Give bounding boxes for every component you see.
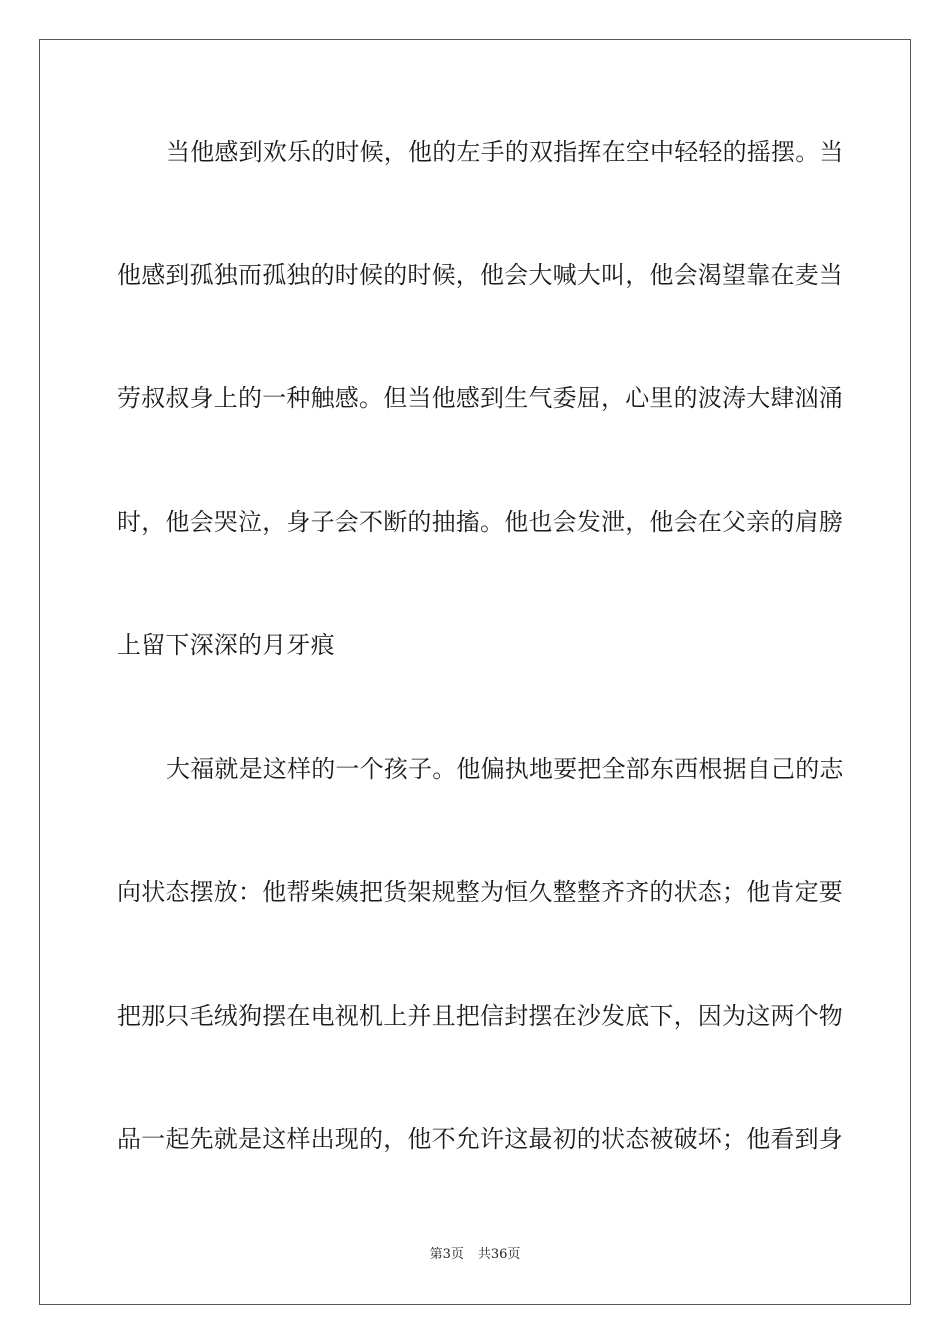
page-frame: [39, 39, 911, 1305]
paragraph-2-line-3: 把那只毛绒狗摆在电视机上并且把信封摆在沙发底下，因为这两个物: [117, 1002, 843, 1030]
paragraph-2-line-2: 向状态摆放：他帮柴姨把货架规整为恒久整整齐齐的状态；他肯定要: [117, 878, 843, 906]
paragraph-2-line-1: 大福就是这样的一个孩子。他偏执地要把全部东西根据自己的志: [166, 755, 844, 783]
paragraph-2-line-4: 品一起先就是这样出现的，他不允许这最初的状态被破坏；他看到身: [117, 1125, 843, 1153]
page-footer: [0, 1246, 950, 1264]
paragraph-1-line-4: 时，他会哭泣，身子会不断的抽搐。他也会发泄，他会在父亲的肩膀: [117, 508, 843, 536]
paragraph-1-line-1: 当他感到欢乐的时候，他的左手的双指挥在空中轻轻的摇摆。当: [166, 138, 844, 166]
paragraph-1-line-2: 他感到孤独而孤独的时候的时候，他会大喊大叫，他会渴望靠在麦当: [117, 261, 843, 289]
paragraph-1-line-5: 上留下深深的月牙痕: [117, 631, 335, 659]
page-number: 第3页: [429, 1247, 464, 1262]
paragraph-1-line-3: 劳叔叔身上的一种触感。但当他感到生气委屈，心里的波涛大肆汹涌: [117, 384, 843, 412]
page-total: 共36页: [477, 1247, 521, 1262]
